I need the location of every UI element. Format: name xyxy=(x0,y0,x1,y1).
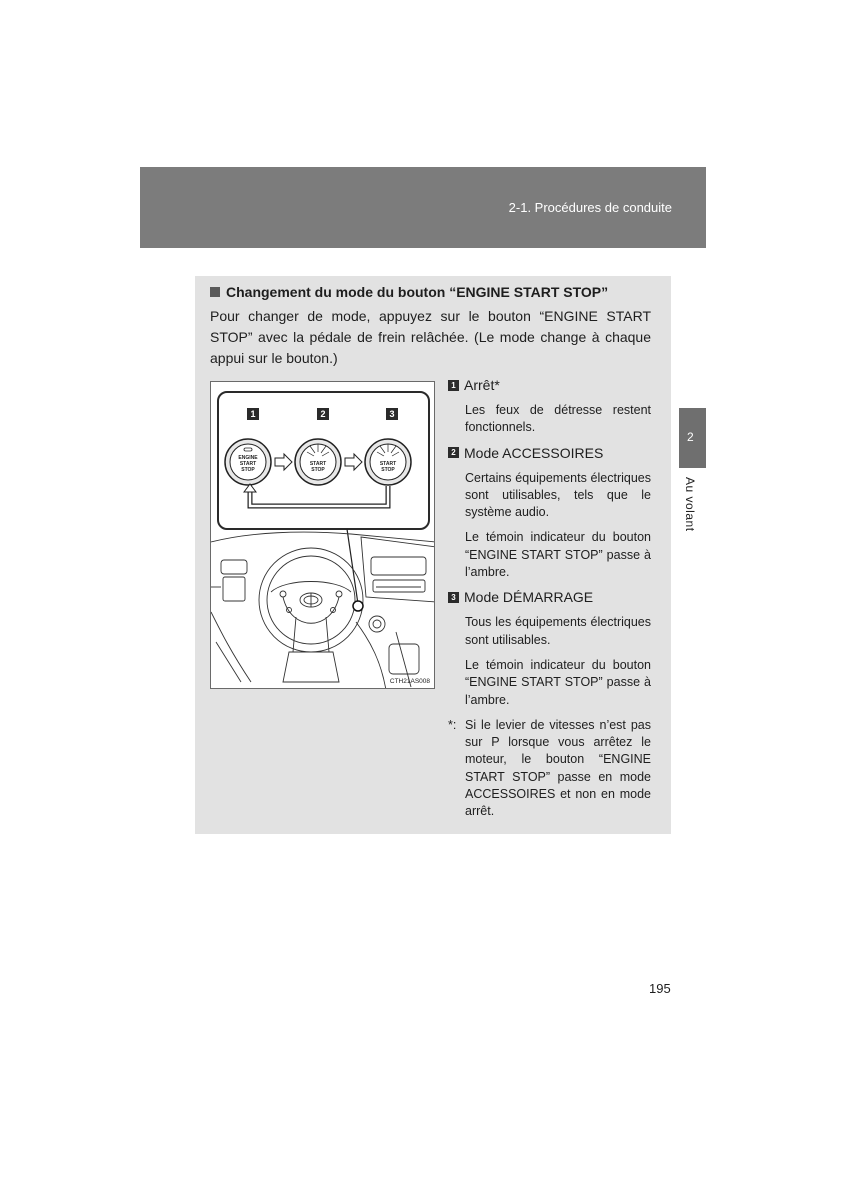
page-number: 195 xyxy=(649,981,671,996)
svg-text:START: START xyxy=(239,461,257,467)
svg-text:ENGINE: ENGINE xyxy=(238,455,258,461)
engine-button-illustration xyxy=(210,381,435,689)
mode-item-2-title: Mode ACCESSOIRES xyxy=(464,444,604,461)
mode-item-1-title: Arrêt* xyxy=(464,377,500,393)
figure-code: CTH21AS008 xyxy=(389,678,430,685)
mode-item-3-desc: Tous les équipements électriques sont utilisables. xyxy=(465,615,651,647)
mode-item-2-heading xyxy=(448,445,651,461)
svg-text:STOP: STOP xyxy=(311,467,325,473)
svg-text:START: START xyxy=(379,461,397,467)
svg-text:STOP: STOP xyxy=(241,467,255,473)
chapter-label: Au volant xyxy=(683,477,697,532)
mode-item-3-title: Mode DÉMARRAGE xyxy=(464,589,594,606)
square-bullet-icon xyxy=(210,287,220,297)
svg-text:START: START xyxy=(309,461,327,467)
engine-button-location xyxy=(353,601,363,611)
mode-list xyxy=(448,377,651,821)
chapter-number: 2 xyxy=(687,430,694,444)
button-3 xyxy=(365,439,411,485)
mode-item-1-heading xyxy=(448,377,651,393)
number-badge: 1 xyxy=(448,380,459,391)
callout-2: 2 xyxy=(320,409,326,419)
callout-1: 1 xyxy=(250,409,256,419)
footnote xyxy=(448,717,651,821)
footnote-text: Si le levier de vitesses n’est pas sur P lorsque vous arrêtez le moteur, le bouton “ENGINE START STOP” passe en mode ACCESSOIRES et non en mode arrêt. xyxy=(465,717,651,819)
section-title: 2-1. Procédures de conduite xyxy=(508,200,672,215)
panel-heading-text: Changement du mode du bouton “ENGINE START STOP” xyxy=(226,284,609,300)
button-1 xyxy=(225,439,271,485)
mode-item-2-desc: Le témoin indicateur du bouton “ENGINE START STOP” passe à l’ambre. xyxy=(465,530,651,580)
footnote-marker: *: xyxy=(448,717,457,732)
mode-item-3-desc: Le témoin indicateur du bouton “ENGINE START STOP” passe à l’ambre. xyxy=(465,657,651,707)
number-badge: 2 xyxy=(448,447,459,458)
svg-text:STOP: STOP xyxy=(381,467,395,473)
panel-heading xyxy=(210,284,608,300)
mode-item-1-desc: Les feux de détresse restent fonctionnels. xyxy=(465,403,651,435)
info-panel xyxy=(195,276,671,834)
button-2 xyxy=(295,439,341,485)
mode-item-3-heading xyxy=(448,589,651,605)
callout-3: 3 xyxy=(389,409,395,419)
illustration-svg xyxy=(211,382,435,689)
number-badge: 3 xyxy=(448,592,459,603)
dashboard-drawing xyxy=(211,532,435,689)
chapter-tab xyxy=(679,408,706,468)
header-band xyxy=(140,167,706,248)
mode-item-2-desc: Certains équipements électriques sont utilisables, tels que le système audio. xyxy=(465,470,651,520)
intro-paragraph: Pour changer de mode, appuyez sur le bouton “ENGINE START STOP” avec la pédale de frein relâchée. (Le mode change à chaque appui sur le bouton.) xyxy=(210,308,651,366)
